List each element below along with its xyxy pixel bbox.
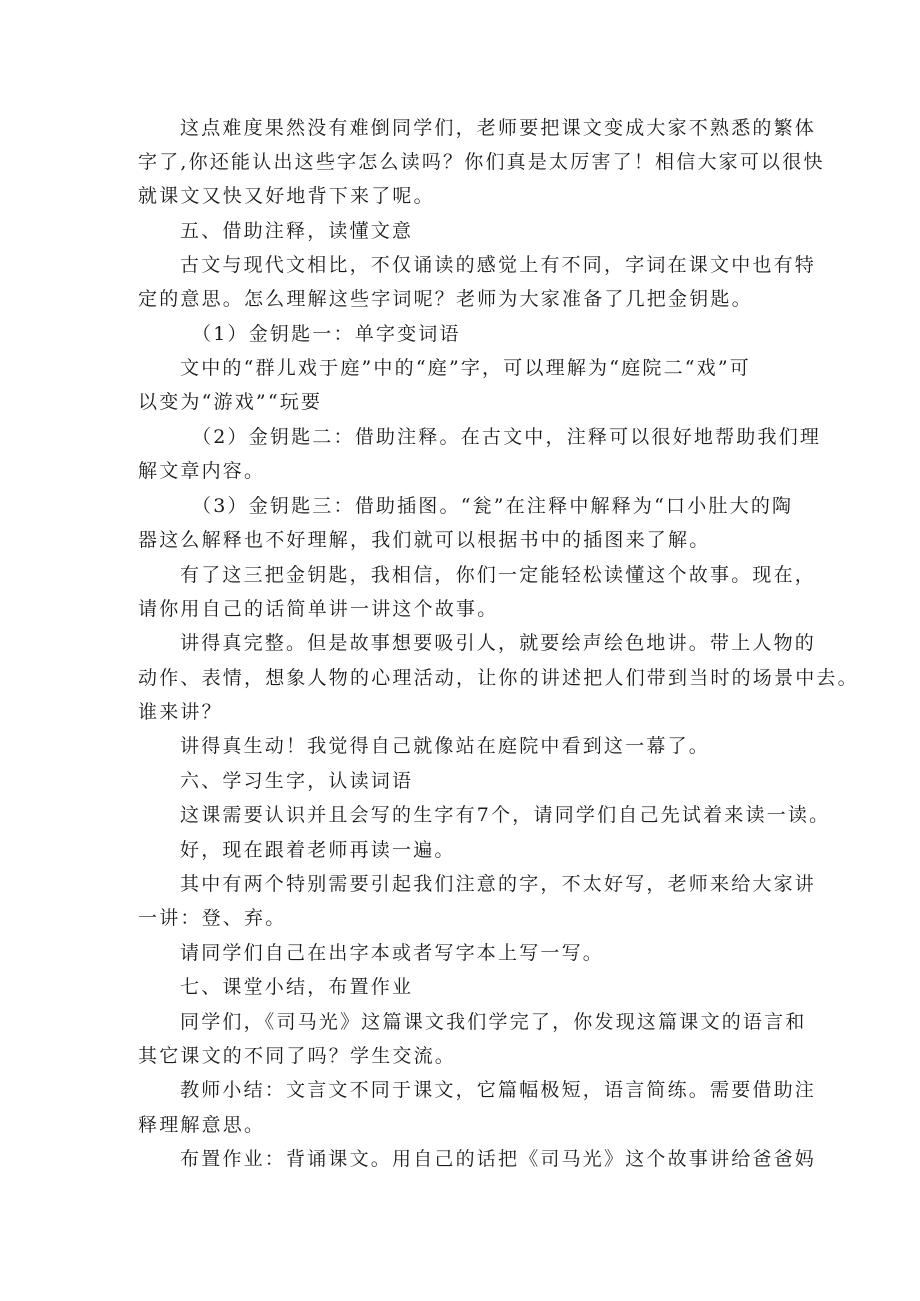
paragraph-line: 有了这三把金钥匙，我相信，你们一定能轻松读懂这个故事。现在， — [180, 564, 817, 586]
paragraph-line: 谁来讲？ — [138, 701, 223, 723]
paragraph-line: 就课文又快又好地背下来了呢。 — [138, 185, 435, 207]
paragraph-line: 字了,你还能认出这些字怎么读吗？你们真是太厉害了！相信大家可以很快 — [138, 151, 825, 173]
paragraph-line: 文中的“群儿戏于庭”中的“庭”字，可以理解为“庭院二“戏”可 — [180, 357, 751, 379]
paragraph-line: 这点难度果然没有难倒同学们，老师要把课文变成大家不熟悉的繁体 — [180, 117, 817, 139]
paragraph-line: 这课需要认识并且会写的生字有7个，请同学们自己先试着来读一读。 — [180, 804, 831, 826]
paragraph-line: 好，现在跟着老师再读一遍。 — [180, 839, 456, 861]
paragraph-line: 古文与现代文相比，不仅诵读的感觉上有不同，字词在课文中也有特 — [180, 254, 817, 276]
paragraph-line: 其中有两个特别需要引起我们注意的字，不太好写，老师来给大家讲 — [180, 873, 817, 895]
paragraph-line: 器这么解释也不好理解，我们就可以根据书中的插图来了解。 — [138, 529, 711, 551]
paragraph-line: 讲得真生动！我觉得自己就像站在庭院中看到这一幕了。 — [180, 735, 711, 757]
paragraph-line: 讲得真完整。但是故事想要吸引人，就要绘声绘色地讲。带上人物的 — [180, 632, 817, 654]
paragraph-line: 释理解意思。 — [138, 1114, 266, 1136]
list-item-heading: （3）金钥匙三：借助插图。“瓮”在注释中解释为“口小肚大的陶 — [192, 495, 794, 517]
paragraph-line: 定的意思。怎么理解这些字词呢？老师为大家准备了几把金钥匙。 — [138, 288, 753, 310]
paragraph-line: 教师小结：文言文不同于课文，它篇幅极短，语言简练。需要借助注 — [180, 1079, 817, 1101]
list-item-heading: （2）金钥匙二：借助注释。在古文中，注释可以很好地帮助我们理 — [192, 426, 822, 448]
section-heading: 五、借助注释，读懂文意 — [180, 220, 414, 242]
paragraph-line: 同学们，《司马光》这篇课文我们学完了，你发现这篇课文的语言和 — [180, 1011, 807, 1033]
paragraph-line: 请你用自己的话简单讲一讲这个故事。 — [138, 598, 499, 620]
paragraph-line: 解文章内容。 — [138, 460, 266, 482]
section-heading: 七、课堂小结，布置作业 — [180, 976, 414, 998]
paragraph-line: 其它课文的不同了吗？学生交流。 — [138, 1045, 457, 1067]
paragraph-line: 请同学们自己在出字本或者写字本上写一写。 — [180, 942, 605, 964]
paragraph-line: 一讲：登、弃。 — [138, 907, 287, 929]
paragraph-line: 布置作业：背诵课文。用自己的话把《司马光》这个故事讲给爸爸妈 — [180, 1148, 817, 1170]
section-heading: 六、学习生字，认读词语 — [180, 770, 414, 792]
paragraph-line: 以变为“游戏”“玩要 — [138, 391, 323, 413]
list-item-heading: （1）金钥匙一：单字变词语 — [192, 323, 461, 345]
paragraph-line: 动作、表情，想象人物的心理活动，让你的讲述把人们带到当时的场景中去。 — [138, 667, 859, 689]
